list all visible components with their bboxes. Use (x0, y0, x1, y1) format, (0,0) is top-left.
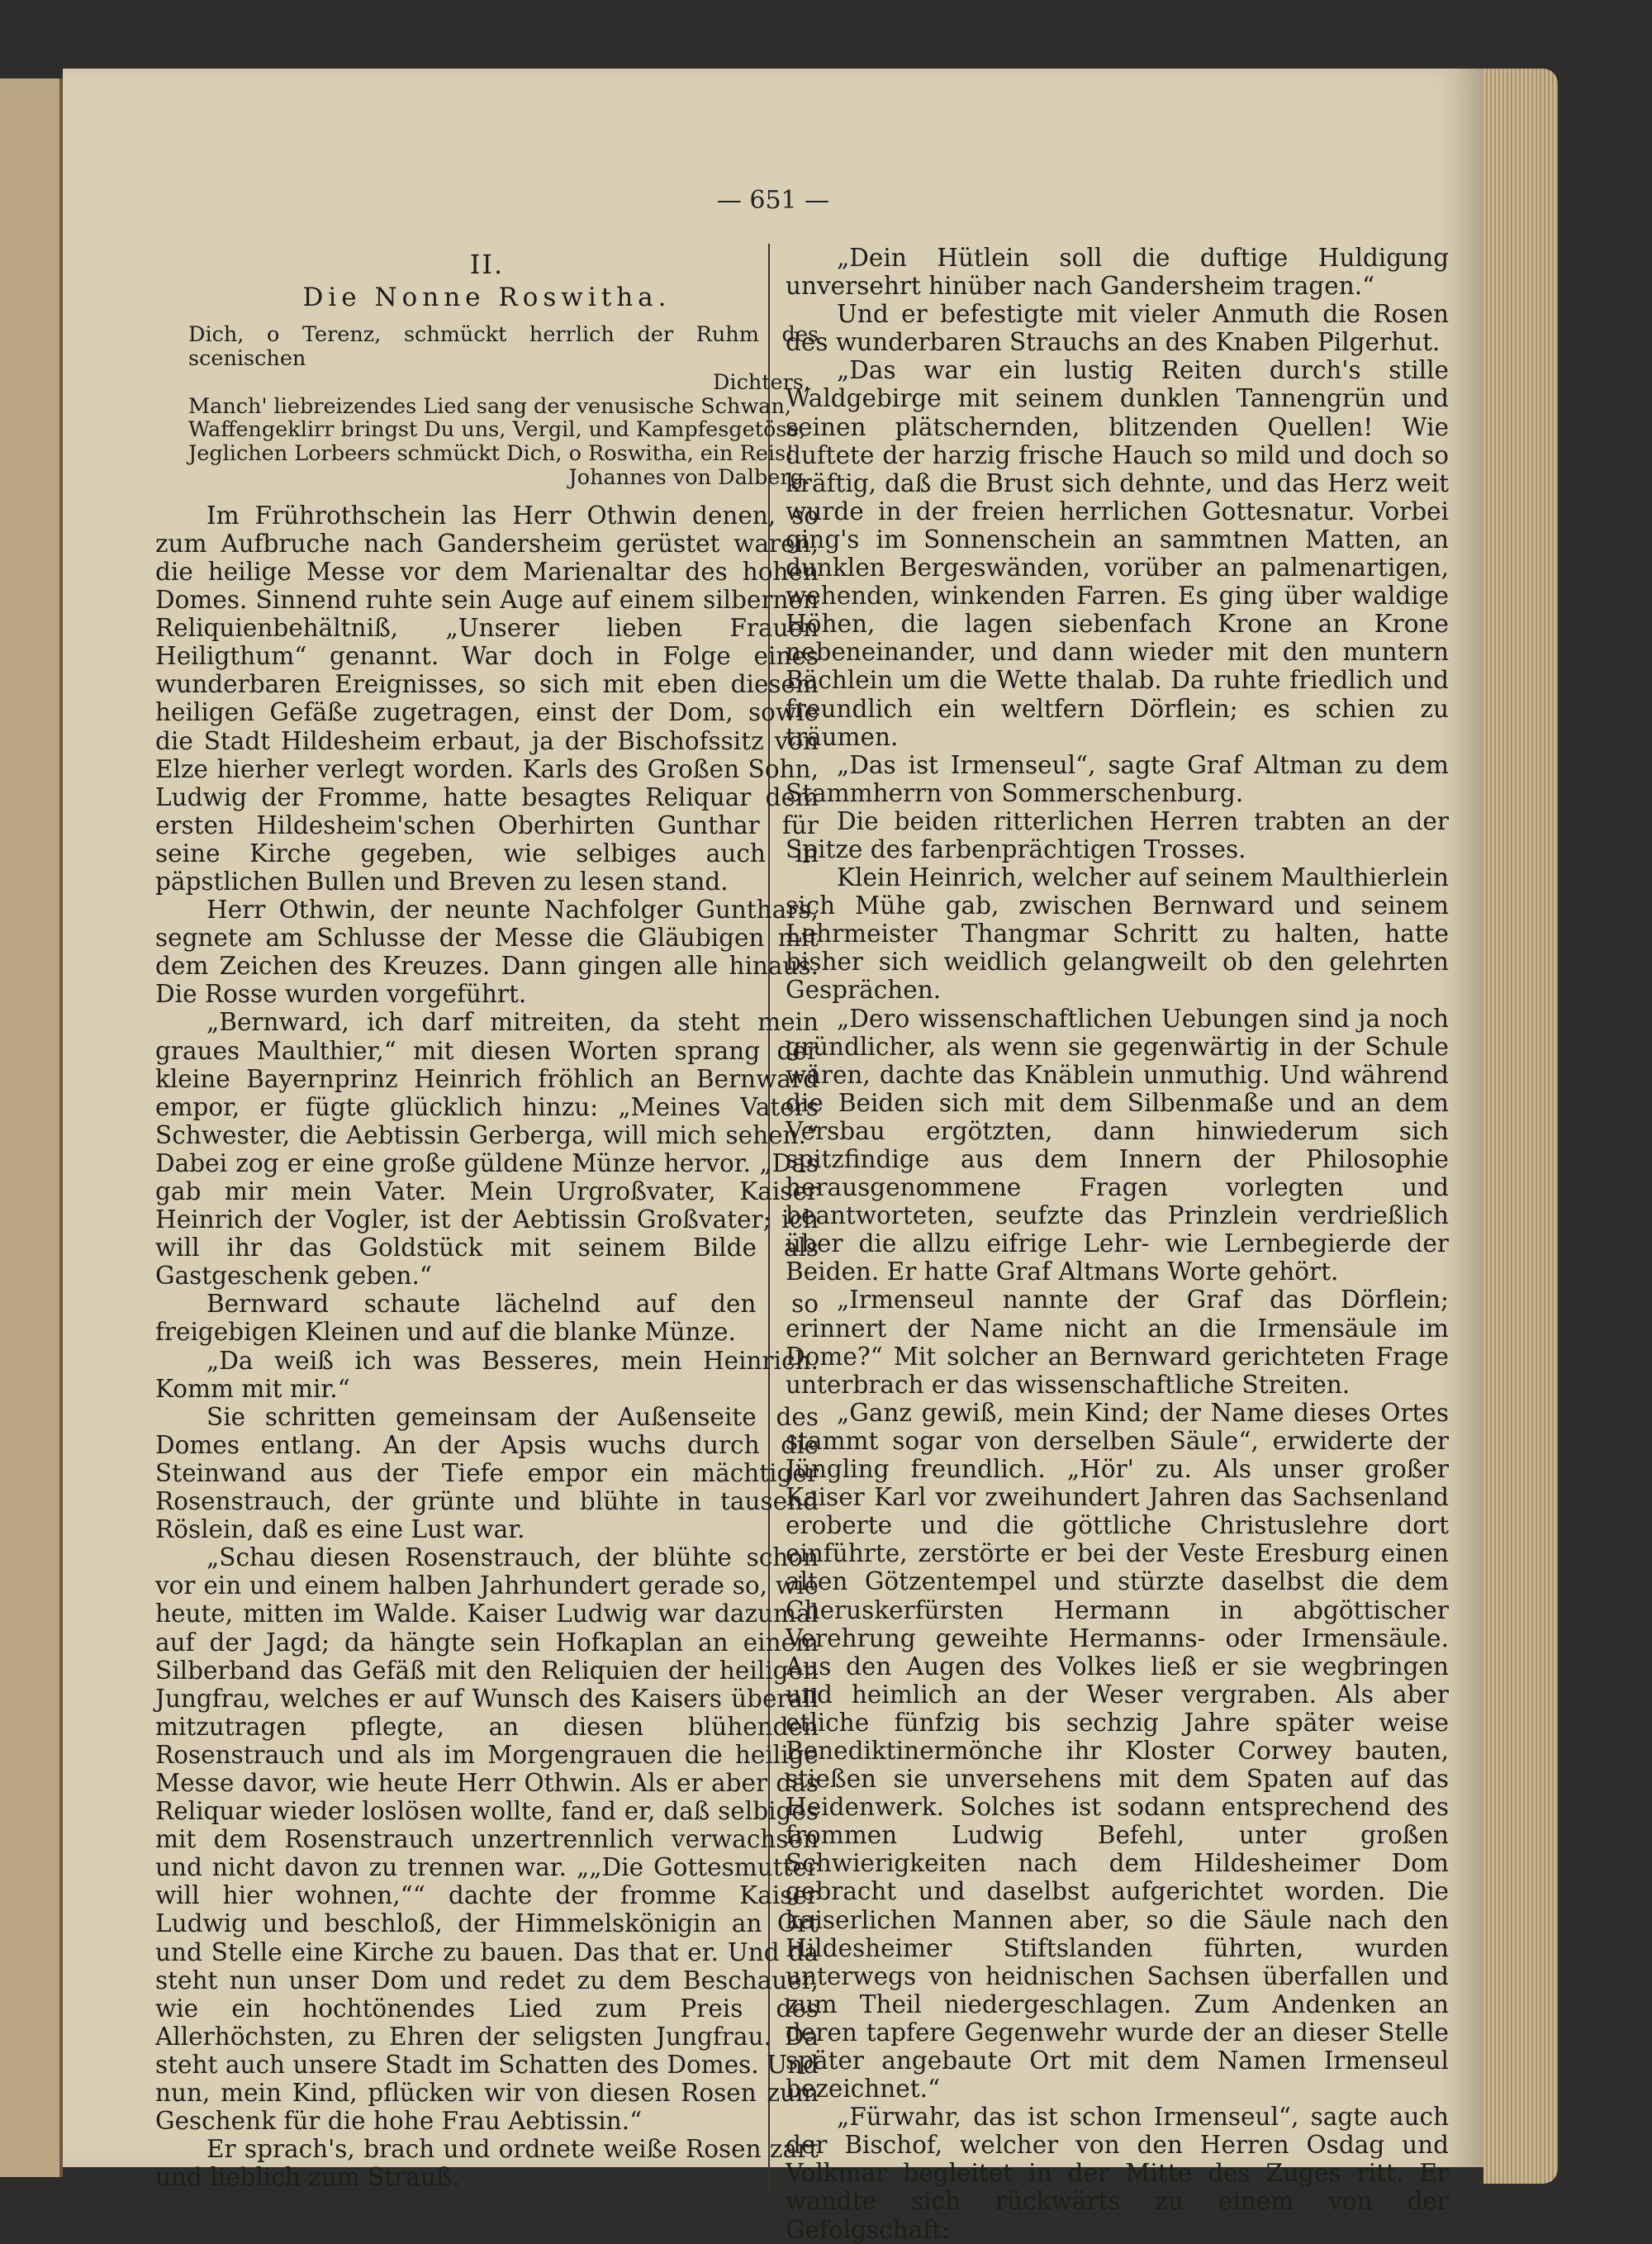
paragraph: Im Frührothschein las Herr Othwin denen, so zum Aufbruche nach Gandersheim gerüstet waren, die heilige Messe vor dem Marienaltar des hohen Domes. Sinnend ruhte sein Auge auf einem silbernen Reliquienbehältniß, „Unserer lieben Frauen Heiligthum“ genannt. War doch in Folge eines wunderbaren Ereignisses, so sich mit eben diesem heiligen Gefäße zugetragen, einst der Dom, sowie die Stadt Hildesheim erbaut, ja der Bischofssitz von Elze hierher verlegt worden. Karls des Großen Sohn, Ludwig der Fromme, hatte besagtes Reliquar dem ersten Hildesheim'schen Oberhirten Gunthar für seine Kirche gegeben, wie selbiges auch in päpstlichen Bullen und Breven zu lesen stand. (155, 501, 819, 896)
verse-line: Dich, o Terenz, schmückt herrlich der Ruhm des scenischen (188, 322, 819, 371)
verse-line: Jeglichen Lorbeers schmückt Dich, o Roswitha, ein Reis! (188, 441, 795, 467)
verse-line: Dichters, (712, 369, 810, 395)
verse-line: Manch' liebreizendes Lied sang der venusische Schwan, (188, 393, 792, 419)
epigraph (155, 323, 819, 490)
paragraph: Klein Heinrich, welcher auf seinem Maulthierlein sich Mühe gab, zwischen Bernward und seinem Lehrmeister Thangmar Schritt zu halten, hatte bisher sich weidlich gelangweilt ob den gelehrten Gesprächen. (786, 863, 1449, 1005)
section-heading: II. (469, 249, 505, 280)
paragraph: „Das war ein lustig Reiten durch's stille Waldgebirge mit seinem dunklen Tannengrün und seinen plätschernden, blitzenden Quellen! Wie duftete der harzig frische Hauch so mild und doch so kräftig, daß die Brust sich dehnte, und das Herz weit wurde in der freien herrlichen Gottesnatur. Vorbei ging's im Sonnenschein an sammtnen Matten, an dunklen Bergeswänden, vorüber an palmenartigen, wehenden, winkenden Farren. Es ging über waldige Höhen, die lagen siebenfach Krone an Krone nebeneinander, und dann wieder mit den muntern Bächlein um die Wette thalab. Da ruhte friedlich und freundlich ein weltfern Dörflein; es schien zu träumen. (786, 356, 1449, 751)
paragraph: „Bernward, ich darf mitreiten, da steht mein graues Maulthier,“ mit diesen Worten sprang der kleine Bayernprinz Heinrich fröhlich an Bernward empor, er fügte glücklich hinzu: „Meines Vaters Schwester, die Aebtissin Gerberga, will mich sehen.“ Dabei zog er eine große güldene Münze hervor. „Das gab mir mein Vater. Mein Urgroßvater, Kaiser Heinrich der Vogler, ist der Aebtissin Großvater; ich will ihr das Goldstück mit seinem Bilde als Gastgeschenk geben.“ (155, 1008, 819, 1291)
paragraph: Die beiden ritterlichen Herren trabten an der Spitze des farbenprächtigen Trosses. (786, 806, 1449, 863)
paragraph: „Das ist Irmenseul“, sagte Graf Altman zu dem Stammherrn von Sommerschenburg. (786, 750, 1449, 807)
paragraph: „Fürwahr, das ist schon Irmenseul“, sagte auch der Bischof, welcher von den Herren Osdag und Volkmar begleitet in der Mitte des Zuges ritt. Er wandte sich rückwärts zu einem von der Gefolgschaft: (786, 2103, 1449, 2244)
page-number: — 651 — (716, 186, 830, 215)
paragraph: „Da weiß ich was Besseres, mein Heinrich. Komm mit mir.“ (155, 1346, 819, 1403)
paragraph: „Schau diesen Rosenstrauch, der blühte schon vor ein und einem halben Jahrhundert gerade so, wie heute, mitten im Walde. Kaiser Ludwig war dazumal auf der Jagd; da hängte sein Hofkaplan an einem Silberband das Gefäß mit den Reliquien der heiligen Jungfrau, welches er auf Wunsch des Kaisers überall mitzutragen pflegte, an diesen blühenden Rosenstrauch und als im Morgengrauen die heilige Messe davor, wie heute Herr Othwin. Als er aber das Reliquar wieder loslösen wollte, fand er, daß selbiges mit dem Rosenstrauch unzertrennlich verwachsen und nicht davon zu trennen war. „„Die Gottesmutter will hier wohnen,““ dachte der fromme Kaiser Ludwig und beschloß, der Himmelskönigin an Ort und Stelle eine Kirche zu bauen. Das that er. Und da steht nun unser Dom und redet zu dem Beschauer, wie ein hochtönendes Lied zum Preis des Allerhöchsten, zu Ehren der seligsten Jungfrau. Da steht auch unsere Stadt im Schatten des Domes. Und nun, mein Kind, pflücken wir von diesen Rosen zum Geschenk für die hohe Frau Aebtissin.“ (155, 1543, 819, 2136)
paragraph: „Irmenseul nannte der Graf das Dörflein; erinnert der Name nicht an die Irmensäule im Dome?“ Mit solcher an Bernward gerichteten Frage unterbrach er das wissenschaftliche Streiten. (786, 1286, 1449, 1399)
paragraph: „Dein Hütlein soll die duftige Huldigung unversehrt hinüber nach Gandersheim tragen.“ (786, 244, 1449, 301)
left-column (155, 244, 819, 2191)
section-subheading: Die Nonne Roswitha. (302, 283, 672, 313)
paragraph: Bernward schaute lächelnd auf den so freigebigen Kleinen und auf die blanke Münze. (155, 1290, 819, 1347)
paragraph: „Dero wissenschaftlichen Uebungen sind ja noch gründlicher, als wenn sie gegenwärtig in der Schule wären, dachte das Knäblein unmuthig. Und während die Beiden sich mit dem Silbenmaße und an dem Versbau ergötzten, dann hinwiederum sich spitzfindige aus dem Innern der Philosophie herausgenommene Fragen vorlegten und beantworteten, seufzte das Prinzlein verdrießlich über die allzu eifrige Lehr- wie Lernbegierde der Beiden. Er hatte Graf Altmans Worte gehört. (786, 1004, 1449, 1286)
previous-page-edge (0, 78, 63, 2177)
paragraph: Herr Othwin, der neunte Nachfolger Gunthars, segnete am Schlusse der Messe die Gläubigen mit dem Zeichen des Kreuzes. Dann gingen alle hinaus. Die Rosse wurden vorgeführt. (155, 896, 819, 1009)
verse-author: Johannes von Dalberg. (568, 464, 810, 490)
verse-line: Waffengeklirr bringst Du uns, Vergil, und Kampfesgetöse, (188, 417, 806, 443)
paragraph: Er sprach's, brach und ordnete weiße Rosen zart und lieblich zum Strauß. (155, 2135, 819, 2192)
paragraph: Sie schritten gemeinsam der Außenseite des Domes entlang. An der Apsis wuchs durch die Steinwand aus der Tiefe empor ein mächtiger Rosenstrauch, der grünte und blühte in tausend Röslein, daß es eine Lust war. (155, 1402, 819, 1544)
right-column (786, 244, 1449, 2244)
paragraph: „Ganz gewiß, mein Kind; der Name dieses Ortes stammt sogar von derselben Säule“, erwiderte der Jüngling freundlich. „Hör' zu. Als unser großer Kaiser Karl vor zweihundert Jahren das Sachsenland eroberte und die göttliche Christuslehre dort einführte, zerstörte er bei der Veste Eresburg einen alten Götzentempel und stürzte daselbst die dem Cheruskerfürsten Hermann in abgöttischer Verehrung geweihte Hermanns- oder Irmensäule. Aus den Augen des Volkes ließ er sie wegbringen und heimlich an der Weser vergraben. Als aber etliche fünfzig bis sechzig Jahre später weise Benediktinermönche ihr Kloster Corwey bauten, stießen sie unversehens mit dem Spaten auf das Heidenwerk. Solches ist sodann entsprechend des frommen Ludwig Befehl, unter großen Schwierigkeiten nach dem Hildesheimer Dom gebracht und daselbst aufgerichtet worden. Die kaiserlichen Mannen aber, so die Säule nach den Hildesheimer Stiftslanden führten, wurden unterwegs von heidnischen Sachsen überfallen und zum Theil niedergeschlagen. Zum Andenken an deren tapfere Gegenwehr wurde der an dieser Stelle später angebaute Ort mit dem Namen Irmenseul bezeichnet.“ (786, 1398, 1449, 2104)
page-stack-edge (1483, 69, 1558, 2184)
book-page (63, 69, 1483, 2244)
paragraph: Und er befestigte mit vieler Anmuth die Rosen des wunderbaren Strauchs an des Knaben Pilgerhut. (786, 300, 1449, 357)
